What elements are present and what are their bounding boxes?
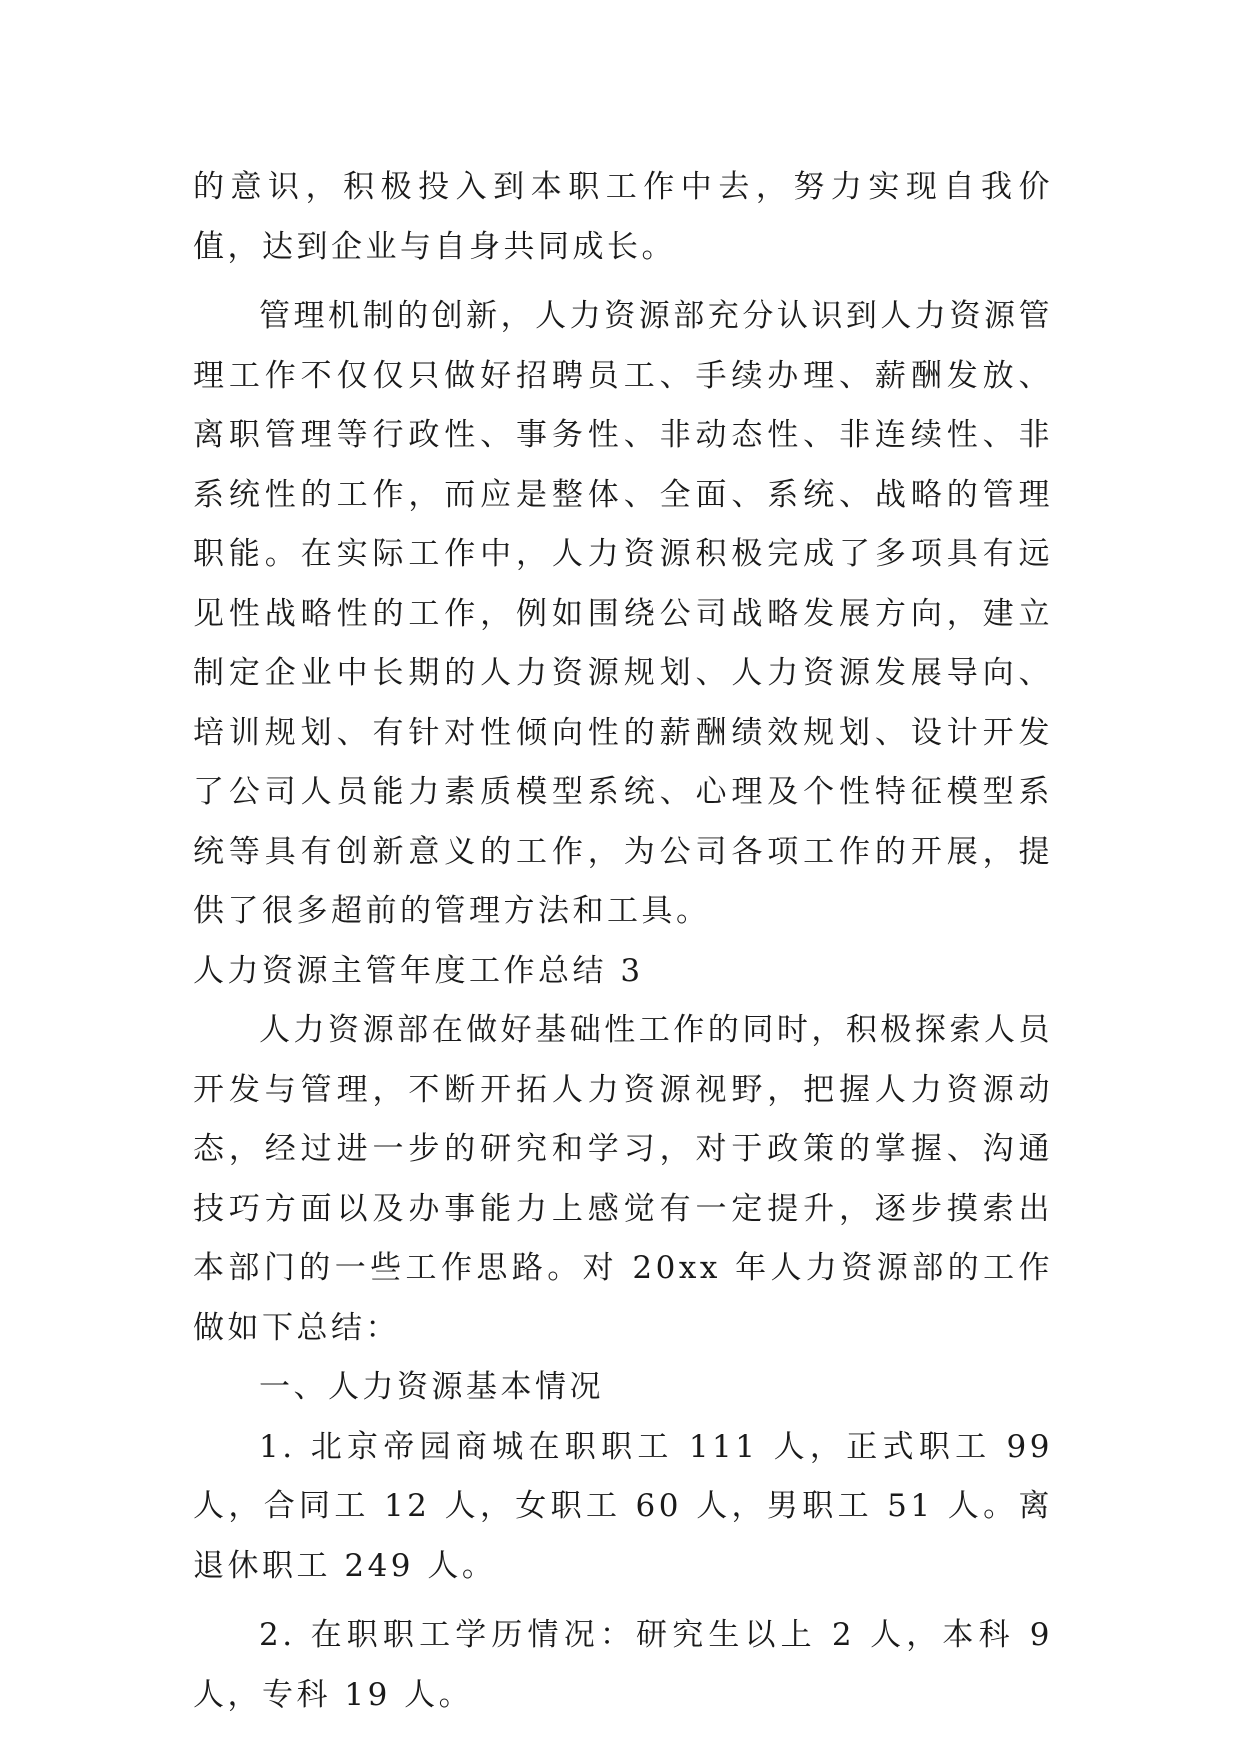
document-page (193, 158, 1053, 1725)
paragraph-staff-count: 1. 北京帝园商城在职职工 111 人，正式职工 99 人，合同工 12 人，女职工 60 人，男职工 51 人。离退休职工 249 人。 (193, 1428, 1053, 1584)
paragraph-summary-intro: 人力资源部在做好基础性工作的同时，积极探索人员开发与管理，不断开拓人力资源视野，把握人力资源动态，经过进一步的研究和学习，对于政策的掌握、沟通技巧方面以及办事能力上感觉有一定提升，逐步摸索出本部门的一些工作思路。对 20xx 年人力资源部的工作做如下总结： (193, 1012, 1053, 1346)
paragraph-continuation: 的意识，积极投入到本职工作中去，努力实现自我价值，达到企业与自身共同成长。 (193, 169, 1053, 265)
paragraph-management-innovation: 管理机制的创新，人力资源部充分认识到人力资源管理工作不仅仅只做好招聘员工、手续办理、薪酬发放、离职管理等行政性、事务性、非动态性、非连续性、非系统性的工作，而应是整体、全面、系统、战略的管理职能。在实际工作中，人力资源积极完成了多项具有远见性战略性的工作，例如围绕公司战略发展方向，建立制定企业中长期的人力资源规划、人力资源发展导向、培训规划、有针对性倾向性的薪酬绩效规划、设计开发了公司人员能力素质模型系统、心理及个性特征模型系统等具有创新意义的工作，为公司各项工作的开展，提供了很多超前的管理方法和工具。 (193, 298, 1053, 929)
paragraph-education-stats: 2. 在职职工学历情况：研究生以上 2 人，本科 9 人，专科 19 人。 (193, 1617, 1053, 1713)
section-heading: 人力资源主管年度工作总结 3 (193, 952, 644, 989)
paragraph-basic-situation-heading: 一、人力资源基本情况 (259, 1369, 604, 1405)
